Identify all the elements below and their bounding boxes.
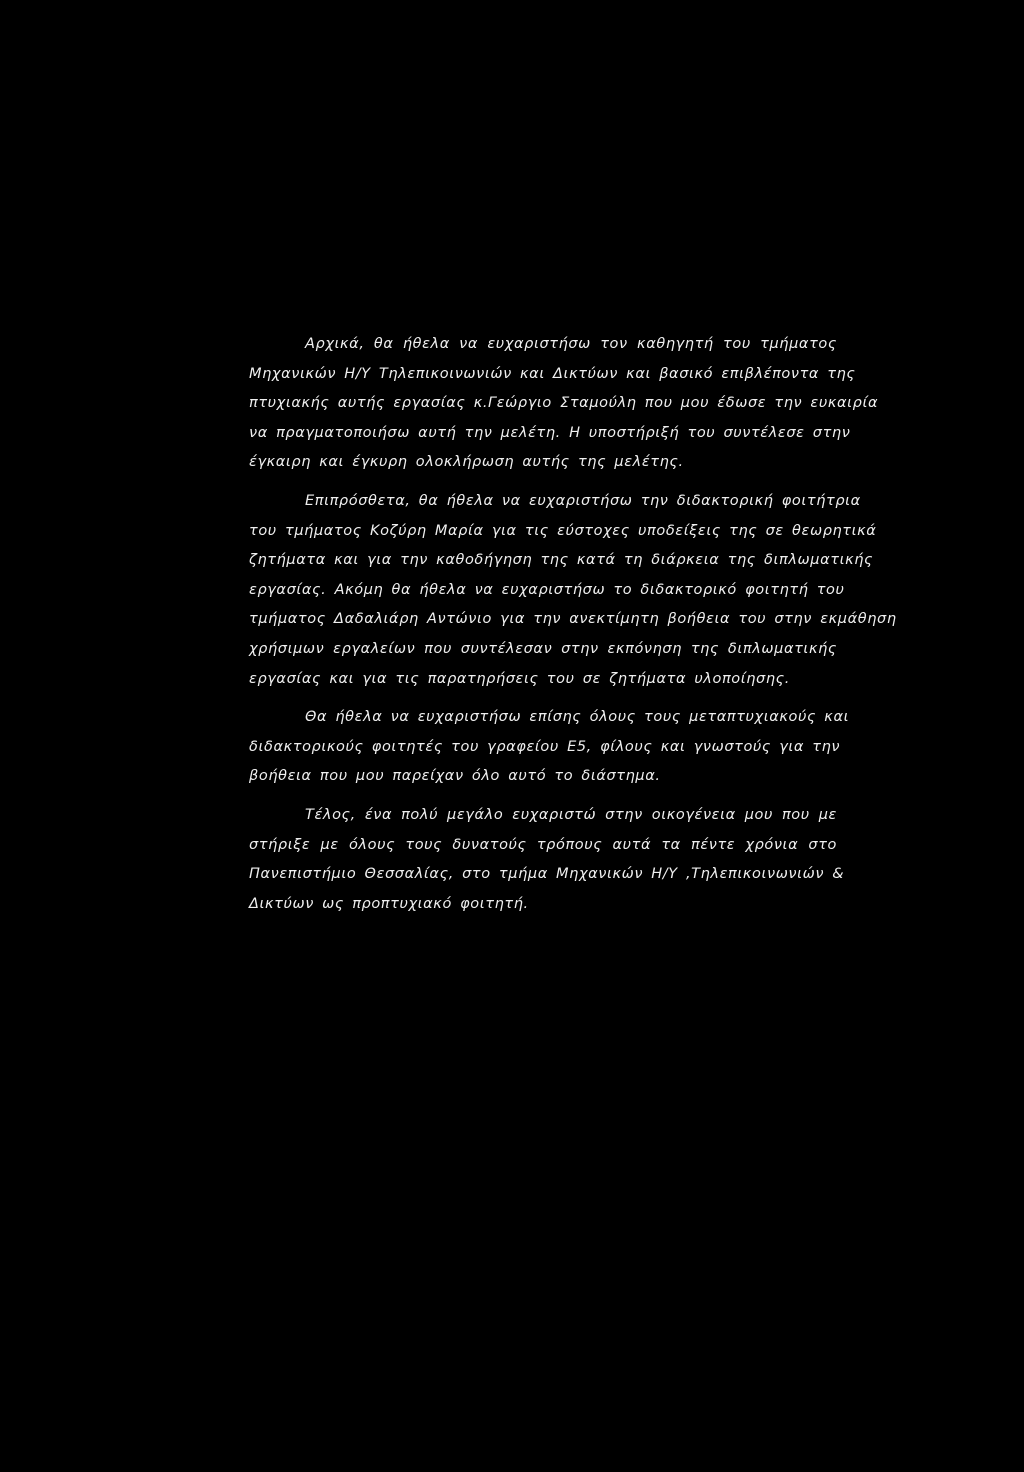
text-line: Δικτύων ως προπτυχιακό φοιτητή. xyxy=(249,895,529,912)
paragraph-intro xyxy=(193,330,879,478)
acknowledgements-text xyxy=(193,330,897,919)
text-line: διδακτορικούς φοιτητές του γραφείου Ε5, φίλους και γνωστούς για την xyxy=(249,738,841,755)
text-line: πτυχιακής αυτής εργασίας κ.Γεώργιο Σταμούλη που μου έδωσε την ευκαιρία xyxy=(249,395,879,412)
text-line: Μηχανικών Η/Υ Τηλεπικοινωνιών και Δικτύων και βασικό επιβλέποντα της xyxy=(249,365,856,382)
text-line: να πραγματοποιήσω αυτή την μελέτη. Η υποστήριξή του συντέλεσε στην xyxy=(249,424,851,441)
text-line: Θα ήθελα να ευχαριστήσω επίσης όλους τους μεταπτυχιακούς και xyxy=(305,709,850,726)
paragraph-family xyxy=(193,801,845,919)
text-line: Επιπρόσθετα, θα ήθελα να ευχαριστήσω την διδακτορική φοιτήτρια xyxy=(305,492,861,509)
text-line: Τέλος, ένα πολύ μεγάλο ευχαριστώ στην οικογένεια μου που με xyxy=(305,806,837,823)
text-line: ζητήματα και για την καθοδήγηση της κατά τη διάρκεια της διπλωματικής xyxy=(249,552,874,569)
text-line: χρήσιμων εργαλείων που συντέλεσαν στην εκπόνηση της διπλωματικής xyxy=(249,640,837,657)
paragraph-colleagues xyxy=(193,487,897,694)
text-line: εργασίας. Ακόμη θα ήθελα να ευχαριστήσω το διδακτορικό φοιτητή του xyxy=(249,581,845,598)
text-line: έγκαιρη και έγκυρη ολοκλήρωση αυτής της μελέτης. xyxy=(249,454,684,471)
text-line: Πανεπιστήμιο Θεσσαλίας, στο τμήμα Μηχανικών Η/Υ ,Τηλεπικοινωνιών & xyxy=(249,866,845,883)
text-line: Αρχικά, θα ήθελα να ευχαριστήσω τον καθηγητή του τμήματος xyxy=(305,336,837,352)
text-line: εργασίας και για τις παρατηρήσεις του σε ζητήματα υλοποίησης. xyxy=(249,670,790,687)
paragraph-students xyxy=(193,703,850,792)
text-line: τμήματος Δαδαλιάρη Αντώνιο για την ανεκτίμητη βοήθεια του στην εκμάθηση xyxy=(249,611,897,628)
text-line: του τμήματος Κοζύρη Μαρία για τις εύστοχες υποδείξεις της σε θεωρητικά xyxy=(249,522,877,539)
text-line: στήριξε με όλους τους δυνατούς τρόπους αυτά τα πέντε χρόνια στο xyxy=(249,836,837,853)
text-line: βοήθεια που μου παρείχαν όλο αυτό το διάστημα. xyxy=(249,768,661,785)
